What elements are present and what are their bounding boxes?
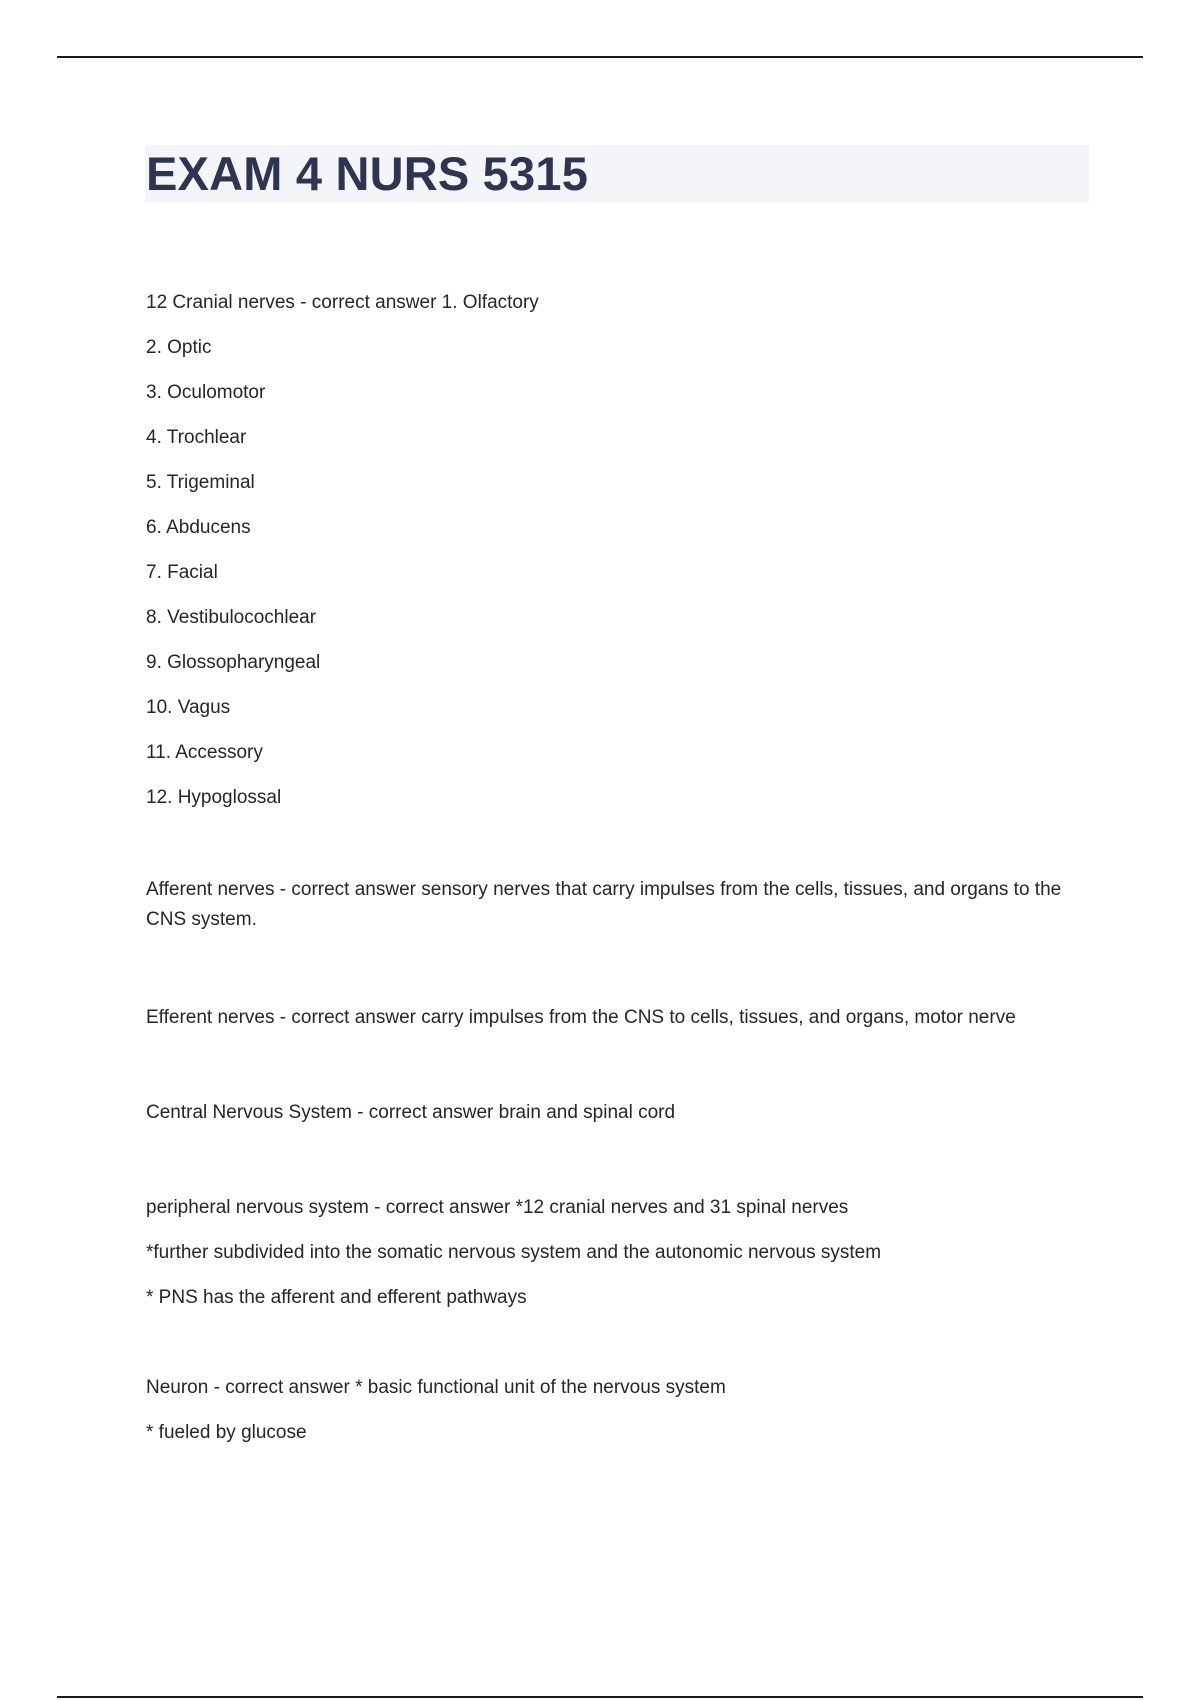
neuron-question: Neuron - correct answer * basic functional unit of the nervous system: [146, 1377, 726, 1398]
cranial-item: 7. Facial: [146, 562, 218, 583]
cranial-item: 4. Trochlear: [146, 427, 247, 448]
page-title: EXAM 4 NURS 5315: [146, 147, 589, 200]
efferent-nerves-entry: Efferent nerves - correct answer carry impulses from the CNS to cells, tissues, and organs, motor nerve: [146, 1007, 1016, 1028]
spacer: [146, 955, 1096, 1005]
pns-question: peripheral nervous system - correct answer *12 cranial nerves and 31 spinal nerves: [146, 1197, 849, 1218]
cns-entry: Central Nervous System - correct answer brain and spinal cord: [146, 1102, 676, 1123]
pns-entry: [146, 1195, 1096, 1310]
spacer: [146, 1145, 1096, 1195]
cranial-item: 6. Abducens: [146, 517, 251, 538]
spacer: [146, 1050, 1096, 1100]
cranial-item: 2. Optic: [146, 337, 212, 358]
pns-detail: * PNS has the afferent and efferent pathways: [146, 1287, 527, 1308]
document-body: [146, 290, 1096, 1465]
cranial-nerves-entry: [146, 290, 1096, 810]
header-rule: [57, 56, 1143, 58]
spacer: [146, 1330, 1096, 1375]
spacer: [146, 830, 1096, 875]
cranial-item: 11. Accessory: [146, 742, 263, 763]
afferent-nerves-entry: Afferent nerves - correct answer sensory nerves that carry impulses from the cells, tissues, and organs to the CNS system.: [146, 879, 1062, 930]
neuron-detail: * fueled by glucose: [146, 1422, 307, 1443]
pns-detail: *further subdivided into the somatic nervous system and the autonomic nervous system: [146, 1242, 882, 1263]
cranial-question: 12 Cranial nerves - correct answer 1. Olfactory: [146, 292, 539, 313]
neuron-entry: [146, 1375, 1096, 1445]
cranial-item: 9. Glossopharyngeal: [146, 652, 321, 673]
cranial-item: 8. Vestibulocochlear: [146, 607, 317, 628]
cranial-item: 3. Oculomotor: [146, 382, 266, 403]
cranial-item: 10. Vagus: [146, 697, 231, 718]
cranial-item: 12. Hypoglossal: [146, 787, 282, 808]
cranial-item: 5. Trigeminal: [146, 472, 255, 493]
footer-rule: [57, 1696, 1143, 1698]
